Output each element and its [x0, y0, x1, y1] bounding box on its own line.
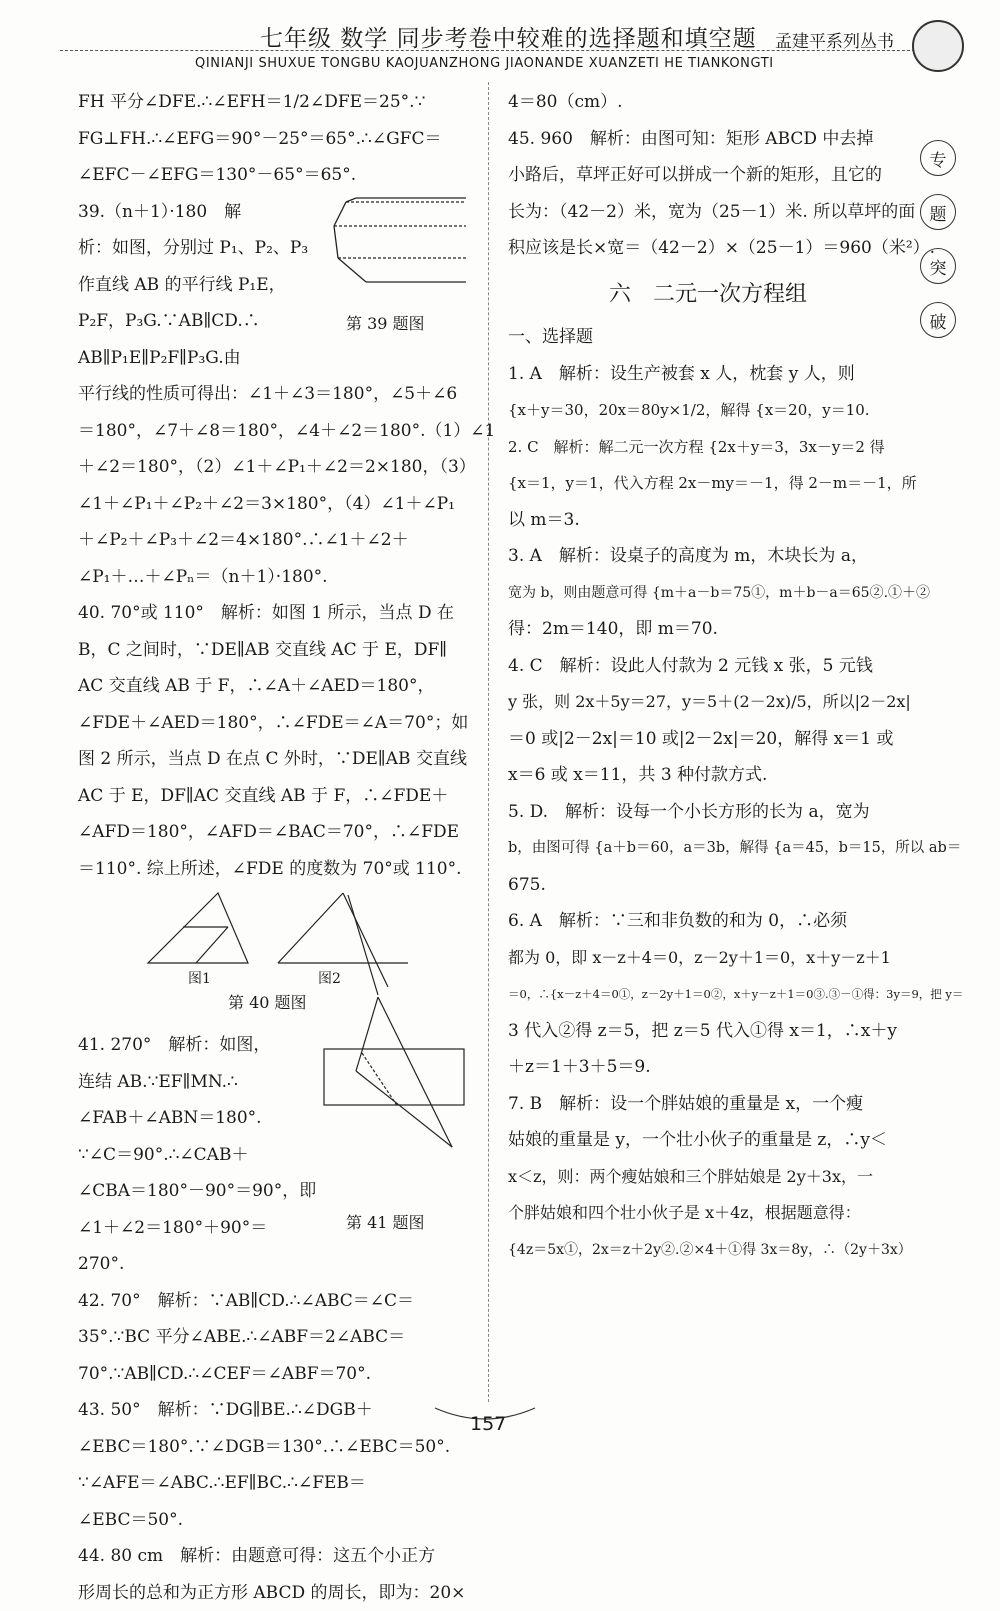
text-line: ∠EFC－∠EFG＝130°－65°＝65°. — [78, 157, 478, 194]
text-line: ＝0，∴{x－z＋4＝0①，z－2y＋1＝0②，x＋y－z＋1＝0③.③－①得：3y＝9，把 y＝ — [508, 976, 908, 1013]
text-line: 35°.∵BC 平分∠ABE.∴∠ABF＝2∠ABC＝ — [78, 1319, 478, 1356]
text-line: ∠P₁＋…＋∠Pₙ＝（n＋1）·180°. — [78, 559, 478, 596]
subsection-title: 一、选择题 — [508, 319, 908, 356]
text-line: 以 m＝3. — [508, 502, 908, 539]
text-line: 5. D. 解析：设每一个小长方形的长为 a，宽为 — [508, 794, 908, 831]
text-line: 1. A 解析：设生产被套 x 人，枕套 y 人，则 — [508, 356, 908, 393]
text-line: FG⊥FH.∴∠EFG＝90°－25°＝65°.∴∠GFC＝ — [78, 121, 478, 158]
text-line: 45. 960 解析：由图可知：矩形 ABCD 中去掉 — [508, 121, 908, 158]
figure-41 — [318, 997, 478, 1177]
header-title: 七年级 数学 同步考卷中较难的选择题和填空题 — [260, 20, 757, 53]
text-line: 平行线的性质可得出：∠1＋∠3＝180°，∠5＋∠6 — [78, 376, 478, 413]
side-tab: 破 — [920, 302, 956, 338]
text-line: 70°.∵AB∥CD.∴∠CEF＝∠ABF＝70°. — [78, 1356, 478, 1393]
text-line: b，由图可得 {a＋b＝60，a＝3b，解得 {a＝45，b＝15，所以 ab＝ — [508, 830, 908, 867]
fig40-label-2: 图2 — [318, 961, 341, 998]
column-divider — [488, 82, 489, 1402]
section-title: 六 二元一次方程组 — [508, 267, 908, 320]
text-line: 积应该是长×宽＝（42－2）×（25－1）＝960（米²）. — [508, 230, 908, 267]
text-line: 41. 270° 解析：如图， — [78, 1027, 478, 1064]
text-line: y 张，则 2x＋5y＝27，y＝5＋(2－2x)/5，所以|2－2x| — [508, 684, 908, 721]
text-line: 675. — [508, 867, 908, 904]
text-line: x＝6 或 x＝11，共 3 种付款方式. — [508, 757, 908, 794]
text-line: ＋∠2＝180°，（2）∠1＋∠P₁＋∠2＝2×180，（3） — [78, 449, 478, 486]
text-line: ∠1＋∠P₁＋∠P₂＋∠2＝3×180°，（4）∠1＋∠P₁ — [78, 486, 478, 523]
fig39-caption: 第 39 题图 — [346, 306, 425, 343]
text-line: 43. 50° 解析：∵DG∥BE.∴∠DGB＋ — [78, 1392, 478, 1429]
fig40-caption: 第 40 题图 — [228, 985, 307, 1022]
text-line: ＝0 或|2－2x|＝10 或|2－2x|＝20，解得 x＝1 或 — [508, 721, 908, 758]
text-line: ∵∠C＝90°.∴∠CAB＋ — [78, 1137, 478, 1174]
text-line: 40. 70°或 110° 解析：如图 1 所示，当点 D 在 — [78, 595, 478, 632]
text-line: 得：2m＝140，即 m＝70. — [508, 611, 908, 648]
text-line: 7. B 解析：设一个胖姑娘的重量是 x，一个瘦 — [508, 1086, 908, 1123]
text-line: 3. A 解析：设桌子的高度为 m，木块长为 a， — [508, 538, 908, 575]
text-line: ∠FDE＋∠AED＝180°，∴∠FDE＝∠A＝70°；如 — [78, 705, 478, 742]
text-line: ∠CBA＝180°－90°＝90°，即 — [78, 1173, 478, 1210]
text-line: {4z＝5x①，2x＝z＋2y②.②×4＋①得 3x＝8y，∴（2y＋3x） — [508, 1232, 908, 1269]
text-line: ＝110°. 综上所述，∠FDE 的度数为 70°或 110°. — [78, 851, 478, 888]
text-line: 长为：（42－2）米，宽为（25－1）米. 所以草坪的面 — [508, 194, 908, 231]
left-column — [78, 84, 478, 1611]
fig40-label-1: 图1 — [188, 961, 211, 998]
text-line: 6. A 解析：∵三和非负数的和为 0，∴必须 — [508, 903, 908, 940]
text-line: ∠EBC＝180°.∵∠DGB＝130°.∴∠EBC＝50°. — [78, 1429, 478, 1466]
page-header — [0, 0, 1000, 80]
text-line: ∠1＋∠2＝180°＋90°＝ — [78, 1210, 478, 1247]
publisher-logo — [912, 20, 964, 72]
text-line: 44. 80 cm 解析：由题意可得：这五个小正方 — [78, 1538, 478, 1575]
text-line: 3 代入②得 z＝5，把 z＝5 代入①得 x＝1，∴x＋y — [508, 1013, 908, 1050]
fig41-caption: 第 41 题图 — [346, 1205, 425, 1242]
text-line: 个胖姑娘和四个壮小伙子是 x＋4z，根据题意得： — [508, 1195, 908, 1232]
header-pinyin: QINIANJI SHUXUE TONGBU KAOJUANZHONG JIAONANDE XUANZETI HE TIANKONGTI — [195, 56, 774, 71]
text-line: AC 于 E，DF∥AC 交直线 AB 于 F，∴∠FDE＋ — [78, 778, 478, 815]
text-line: ∠AFD＝180°，∠AFD＝∠BAC＝70°，∴∠FDE — [78, 814, 478, 851]
text-line: 连结 AB.∵EF∥MN.∴ — [78, 1064, 478, 1101]
text-line: FH 平分∠DFE.∴∠EFH＝1/2∠DFE＝25°.∵ — [78, 84, 478, 121]
text-line: P₂F，P₃G.∵AB∥CD.∴ — [78, 303, 478, 340]
text-line: 小路后，草坪正好可以拼成一个新的矩形，且它的 — [508, 157, 908, 194]
text-line: 42. 70° 解析：∵AB∥CD.∴∠ABC＝∠C＝ — [78, 1283, 478, 1320]
text-line: x＜z，则：两个瘦姑娘和三个胖姑娘是 2y＋3x，一 — [508, 1159, 908, 1196]
figure-39 — [316, 188, 476, 318]
side-tab: 题 — [920, 194, 956, 230]
side-tab: 专 — [920, 140, 956, 176]
text-line: ∠FAB＋∠ABN＝180°. — [78, 1100, 478, 1137]
text-line: ＋∠P₂＋∠P₃＋∠2＝4×180°.∴∠1＋∠2＋ — [78, 522, 478, 559]
text-line: 4＝80（cm）. — [508, 84, 908, 121]
page-number: 157 — [470, 1413, 506, 1435]
text-line: ＋z＝1＋3＋5＝9. — [508, 1049, 908, 1086]
text-line: 析：如图，分别过 P₁、P₂、P₃ — [78, 230, 478, 267]
text-line: 姑娘的重量是 y，一个壮小伙子的重量是 z，∴y＜ — [508, 1122, 908, 1159]
text-line: ＝180°，∠7＋∠8＝180°，∠4＋∠2＝180°.（1）∠1 — [78, 413, 478, 450]
text-line: 270°. — [78, 1246, 478, 1283]
text-line: 形周长的总和为正方形 ABCD 的周长，即为：20× — [78, 1575, 478, 1611]
text-line: 2. C 解析：解二元一次方程 {2x＋y＝3，3x－y＝2 得 — [508, 429, 908, 466]
header-divider — [60, 50, 920, 51]
right-column — [508, 84, 908, 1268]
text-line: ∵∠AFE＝∠ABC.∴EF∥BC.∴∠FEB＝ — [78, 1465, 478, 1502]
figure-40-drawing — [78, 887, 478, 997]
text-line: 39.（n＋1）·180 解 — [78, 194, 478, 231]
text-line: ∠EBC＝50°. — [78, 1502, 478, 1539]
text-line: {x＋y＝30，20x＝80y×1/2，解得 {x＝20，y＝10. — [508, 392, 908, 429]
text-line: {x＝1，y＝1，代入方程 2x－my＝－1，得 2－m＝－1，所 — [508, 465, 908, 502]
text-line: AC 交直线 AB 于 F，∴∠A＋∠AED＝180°， — [78, 668, 478, 705]
text-line: 作直线 AB 的平行线 P₁E， — [78, 267, 478, 304]
text-line: 图 2 所示，当点 D 在点 C 外时，∵DE∥AB 交直线 — [78, 741, 478, 778]
text-line: B，C 之间时，∵DE∥AB 交直线 AC 于 E，DF∥ — [78, 632, 478, 669]
text-line: 都为 0，即 x－z＋4＝0，z－2y＋1＝0，x＋y－z＋1 — [508, 940, 908, 977]
text-line: 4. C 解析：设此人付款为 2 元钱 x 张，5 元钱 — [508, 648, 908, 685]
side-tab: 突 — [920, 248, 956, 284]
text-line: 宽为 b，则由题意可得 {m＋a－b＝75①，m＋b－a＝65②.①＋② — [508, 575, 908, 612]
text-line: AB∥P₁E∥P₂F∥P₃G.由 — [78, 340, 478, 377]
header-series: 孟建平系列丛书 — [775, 27, 894, 52]
